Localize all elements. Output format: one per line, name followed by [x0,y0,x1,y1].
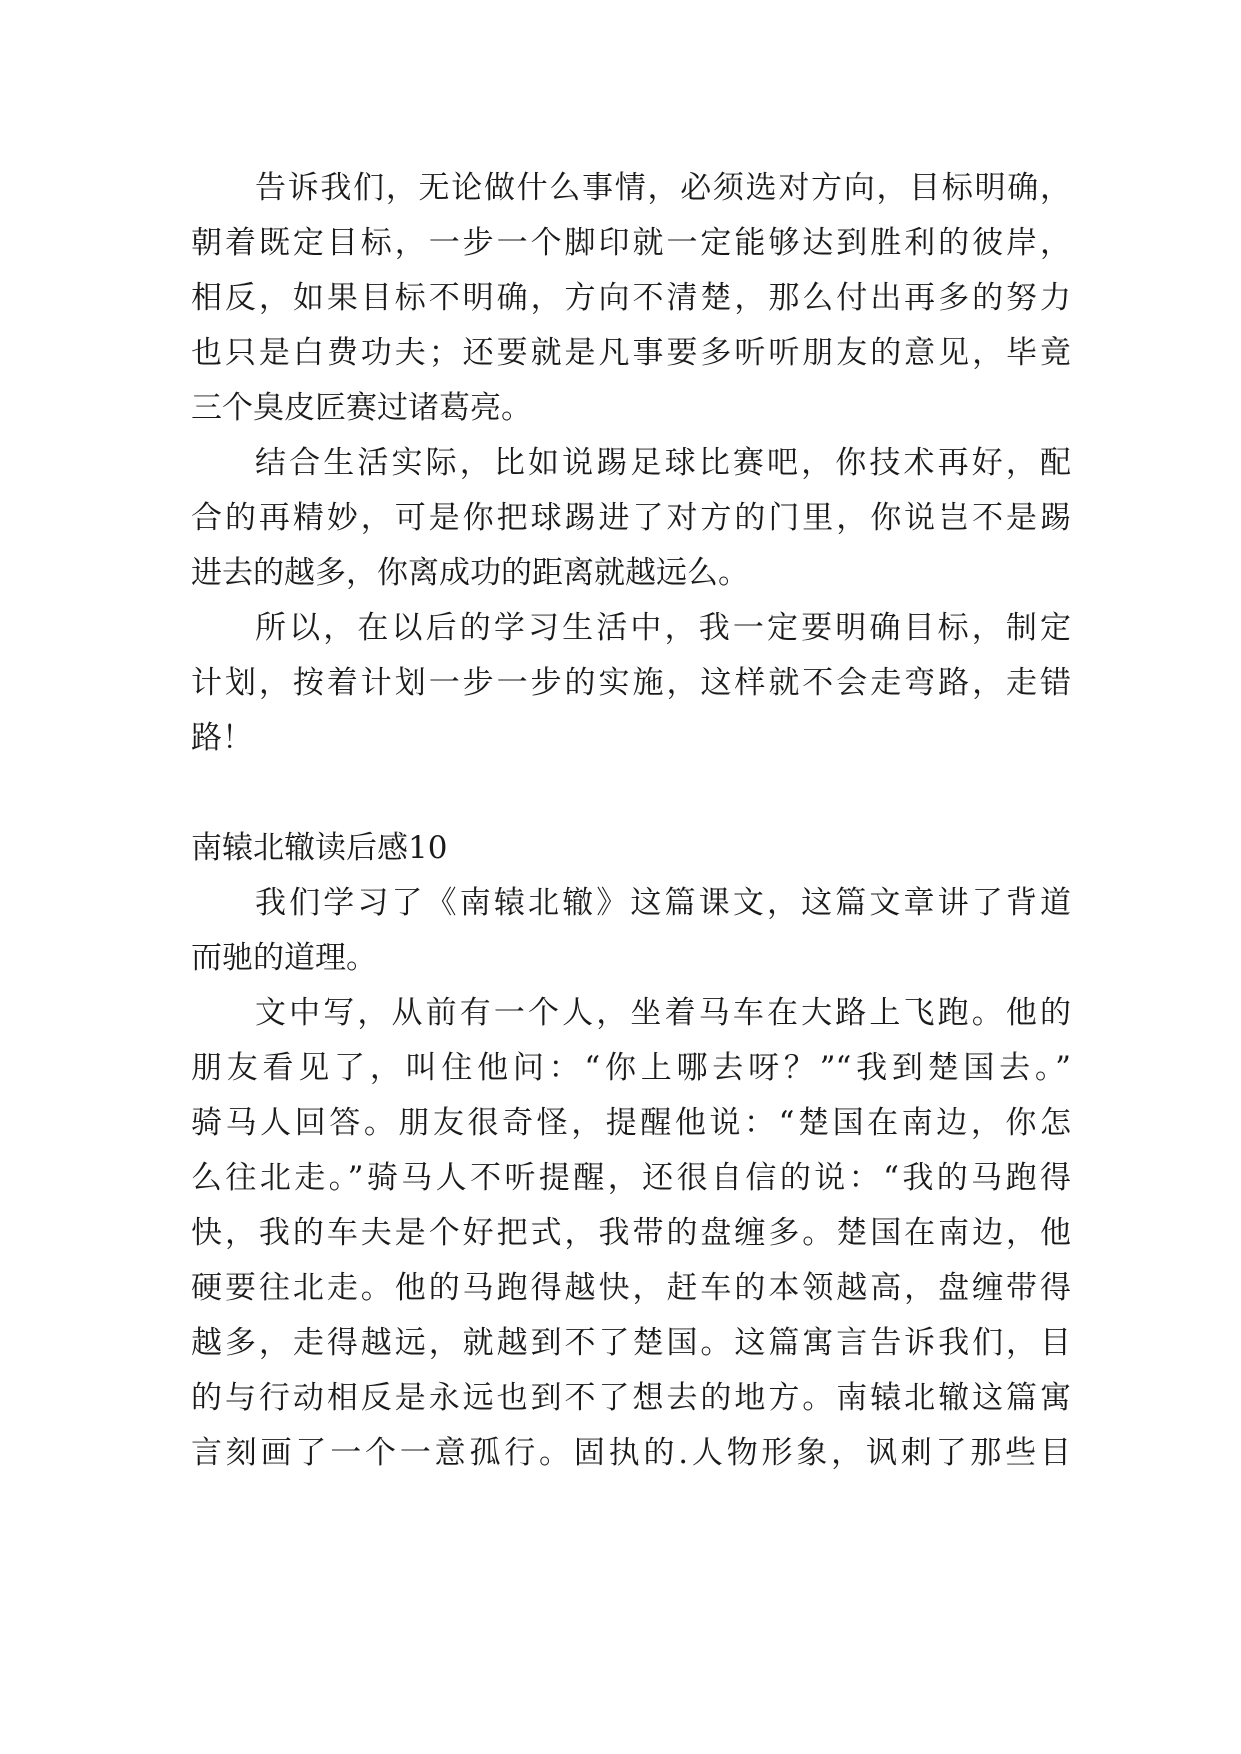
text-line: 进去的越多，你离成功的距离就越远么。 [191,555,749,591]
text-line: 么往北走。”骑马人不听提醒，还很自信的说：“我的马跑得 [191,1160,1071,1196]
text-line: 所以，在以后的学习生活中，我一定要明确目标，制定 [255,610,1071,646]
text-line: 而驰的道理。 [191,940,377,976]
text-line: 也只是白费功夫；还要就是凡事要多听听朋友的意见，毕竟 [191,335,1071,371]
text-line: 快，我的车夫是个好把式，我带的盘缠多。楚国在南边，他 [191,1215,1071,1251]
text-line: 文中写，从前有一个人，坐着马车在大路上飞跑。他的 [255,995,1071,1031]
text-line: 的与行动相反是永远也到不了想去的地方。南辕北辙这篇寓 [191,1380,1071,1416]
text-line: 结合生活实际，比如说踢足球比赛吧，你技术再好，配 [255,445,1071,481]
text-line: 朝着既定目标，一步一个脚印就一定能够达到胜利的彼岸， [191,225,1071,261]
text-line: 硬要往北走。他的马跑得越快，赶车的本领越高，盘缠带得 [191,1270,1071,1306]
text-line: 相反，如果目标不明确，方向不清楚，那么付出再多的努力 [191,280,1071,316]
text-line: 告诉我们，无论做什么事情，必须选对方向，目标明确， [255,170,1071,206]
text-line: 我们学习了《南辕北辙》这篇课文，这篇文章讲了背道 [255,885,1071,921]
text-line: 言刻画了一个一意孤行。固执的.人物形象，讽刺了那些目 [191,1435,1071,1471]
text-line: 路！ [191,720,253,756]
text-line: 越多，走得越远，就越到不了楚国。这篇寓言告诉我们，目 [191,1325,1071,1361]
text-line: 合的再精妙，可是你把球踢进了对方的门里，你说岂不是踢 [191,500,1071,536]
text-line: 计划，按着计划一步一步的实施，这样就不会走弯路，走错 [191,665,1071,701]
text-line: 三个臭皮匠赛过诸葛亮。 [191,390,532,426]
text-line: 骑马人回答。朋友很奇怪，提醒他说：“楚国在南边，你怎 [191,1105,1071,1141]
section-heading: 南辕北辙读后感10 [191,830,448,866]
text-line: 朋友看见了，叫住他问：“你上哪去呀？”“我到楚国去。” [191,1050,1071,1086]
